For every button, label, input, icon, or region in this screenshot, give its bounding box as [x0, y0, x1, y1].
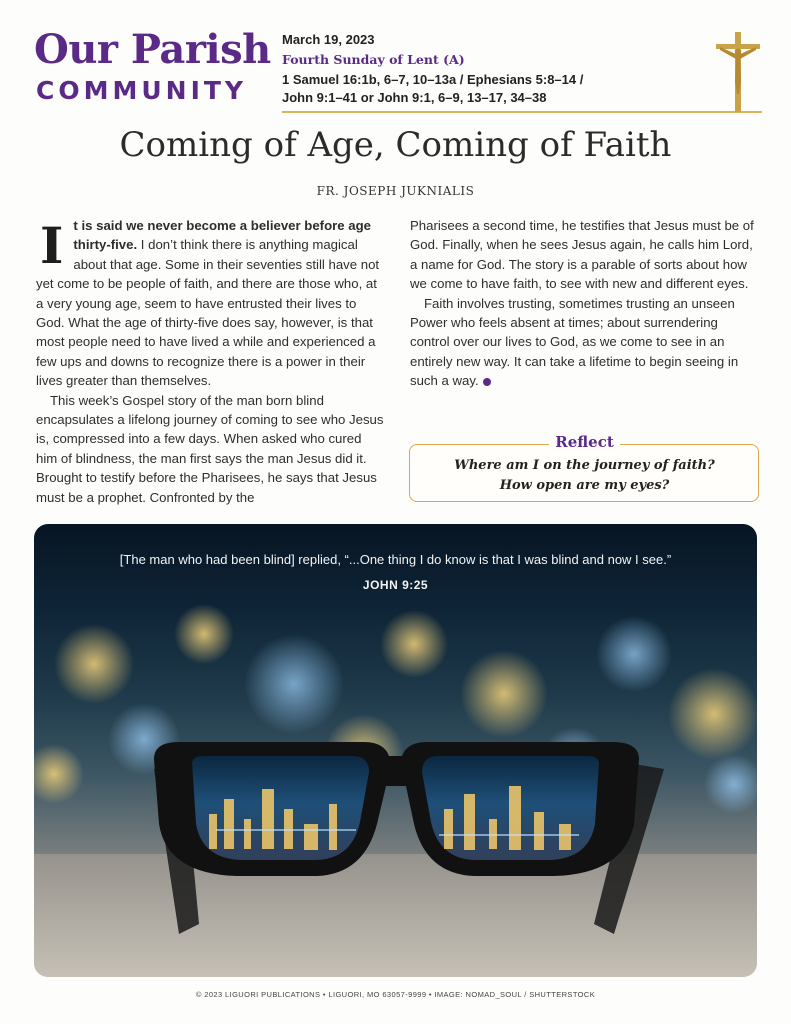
paragraph-text: I don’t think there is anything magical about that age. Some in their seventies still have not yet come to be people of faith, and there are those who, at a very young age, seem to have entrusted their lives to God. What the age of thirty-five does say, however, is that most people need to have lived a while and experienced a few ups and downs to recognize there is a power in their lives greater than themselves.	[36, 237, 380, 389]
reflect-box	[409, 444, 759, 502]
photo-quote: [The man who had been blind] replied, “...One thing I do know is that I was blind and now I see.”	[119, 552, 672, 567]
masthead-divider	[282, 111, 762, 113]
reflect-title	[409, 433, 760, 451]
reflect-question-2: How open are my eyes?	[499, 478, 670, 493]
reflect-title-text: Reflect	[549, 433, 620, 451]
lead-sentence: t is said we never become a believer before age thirty-five.	[73, 218, 371, 253]
article-column-left	[36, 216, 386, 507]
footer-credits: © 2023 LIGUORI PUBLICATIONS • LIGUORI, MO 63057-9999 • IMAGE: NOMAD_SOUL / SHUTTERSTOCK	[195, 990, 596, 999]
article-byline: FR. JOSEPH JUKNIALIS	[316, 184, 475, 198]
crucifix-icon	[714, 32, 762, 112]
article-paragraph	[410, 294, 760, 391]
end-mark-icon	[483, 378, 491, 386]
logo-subtitle: COMMUNITY	[36, 76, 248, 105]
article-paragraph: This week’s Gospel story of the man born blind encapsulates a lifelong journey of coming to see who Jesus is, compressed into a few days. When asked who cured him of blindness, the man first says the man Jesus did it. Brought to testify before the Pharisees, he says that Jesus must be a prophet. Confronted by the	[36, 392, 384, 505]
article-column-right	[410, 216, 760, 391]
drop-cap: I	[40, 216, 64, 275]
article-title: Coming of Age, Coming of Faith	[119, 125, 672, 165]
liturgical-sunday: Fourth Sunday of Lent (A)	[282, 52, 465, 67]
issue-date: March 19, 2023	[282, 32, 375, 47]
paragraph-text: Faith involves trusting, sometimes trusting an unseen Power who feels absent at times; about surrendering control over our lives to God, as we come to see in an entirely new way. It can take a lifetime to begin seeing in such a way.	[410, 295, 739, 389]
readings-line-2: John 9:1–41 or John 9:1, 6–9, 13–17, 34–38	[282, 90, 547, 105]
reflect-question-1: Where am I on the journey of faith?	[454, 458, 715, 473]
article-paragraph: Pharisees a second time, he testifies that Jesus must be of God. Finally, when he sees Jesus again, he calls him Lord, a name for God. The story is a parable of sorts about how we come to have faith, to see with new and different eyes.	[410, 218, 754, 292]
readings-line-1: 1 Samuel 16:1b, 6–7, 10–13a / Ephesians 5:8–14 /	[282, 72, 584, 87]
article-paragraph	[36, 216, 386, 391]
logo-title: Our Parish	[34, 26, 271, 73]
photo-quote-reference: JOHN 9:25	[362, 578, 429, 592]
